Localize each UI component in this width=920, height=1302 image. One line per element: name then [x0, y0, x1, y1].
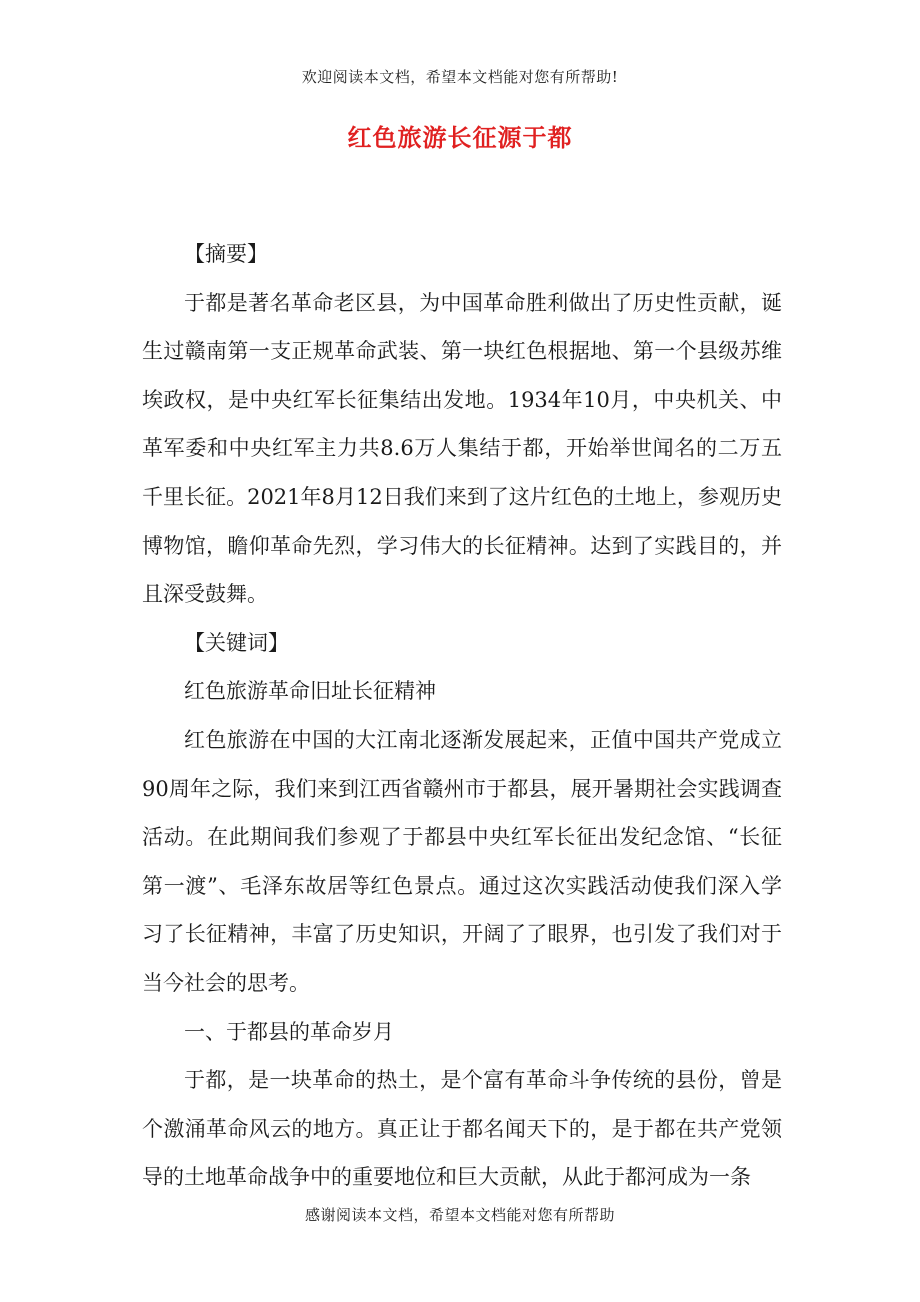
abstract-paragraph: 于都是著名革命老区县，为中国革命胜利做出了历史性贡献，诞生过赣南第一支正规革命武装、第一块红色根据地、第一个县级苏维埃政权，是中央红军长征集结出发地。1934年10月，中央机关、中革军委和中央红军主力共8.6万人集结于都，开始举世闻名的二万五千里长征。2021年8月12日我们来到了这片红色的土地上，参观历史博物馆，瞻仰革命先烈，学习伟大的长征精神。达到了实践目的，并且深受鼓舞。 [142, 290, 782, 607]
intro-paragraph: 红色旅游在中国的大江南北逐渐发展起来，正值中国共产党成立90周年之际，我们来到江西省赣州市于都县，展开暑期社会实践调查活动。在此期间我们参观了于都县中央红军长征出发纪念馆、“长征第一渡”、毛泽东故居等红色景点。通过这次实践活动使我们深入学习了长征精神，丰富了历史知识，开阔了了眼界，也引发了我们对于当今社会的思考。 [142, 727, 782, 995]
header-note: 欢迎阅读本文档，希望本文档能对您有所帮助! [301, 68, 619, 86]
document-body [142, 230, 782, 1202]
abstract-heading: 【摘要】 [184, 242, 268, 266]
footer-note: 感谢阅读本文档，希望本文档能对您有所帮助 [304, 1206, 615, 1224]
document-title: 红色旅游长征源于都 [347, 123, 573, 152]
section-heading: 一、于都县的革命岁月 [184, 1019, 394, 1044]
section-paragraph: 于都，是一块革命的热土，是个富有革命斗争传统的县份，曾是个激涌革命风云的地方。真正让于都名闻天下的，是于都在共产党领导的土地革命战争中的重要地位和巨大贡献，从此于都河成为一条 [142, 1068, 782, 1190]
keywords-heading: 【关键词】 [184, 630, 289, 655]
keywords-paragraph: 红色旅游革命旧址长征精神 [184, 679, 436, 704]
